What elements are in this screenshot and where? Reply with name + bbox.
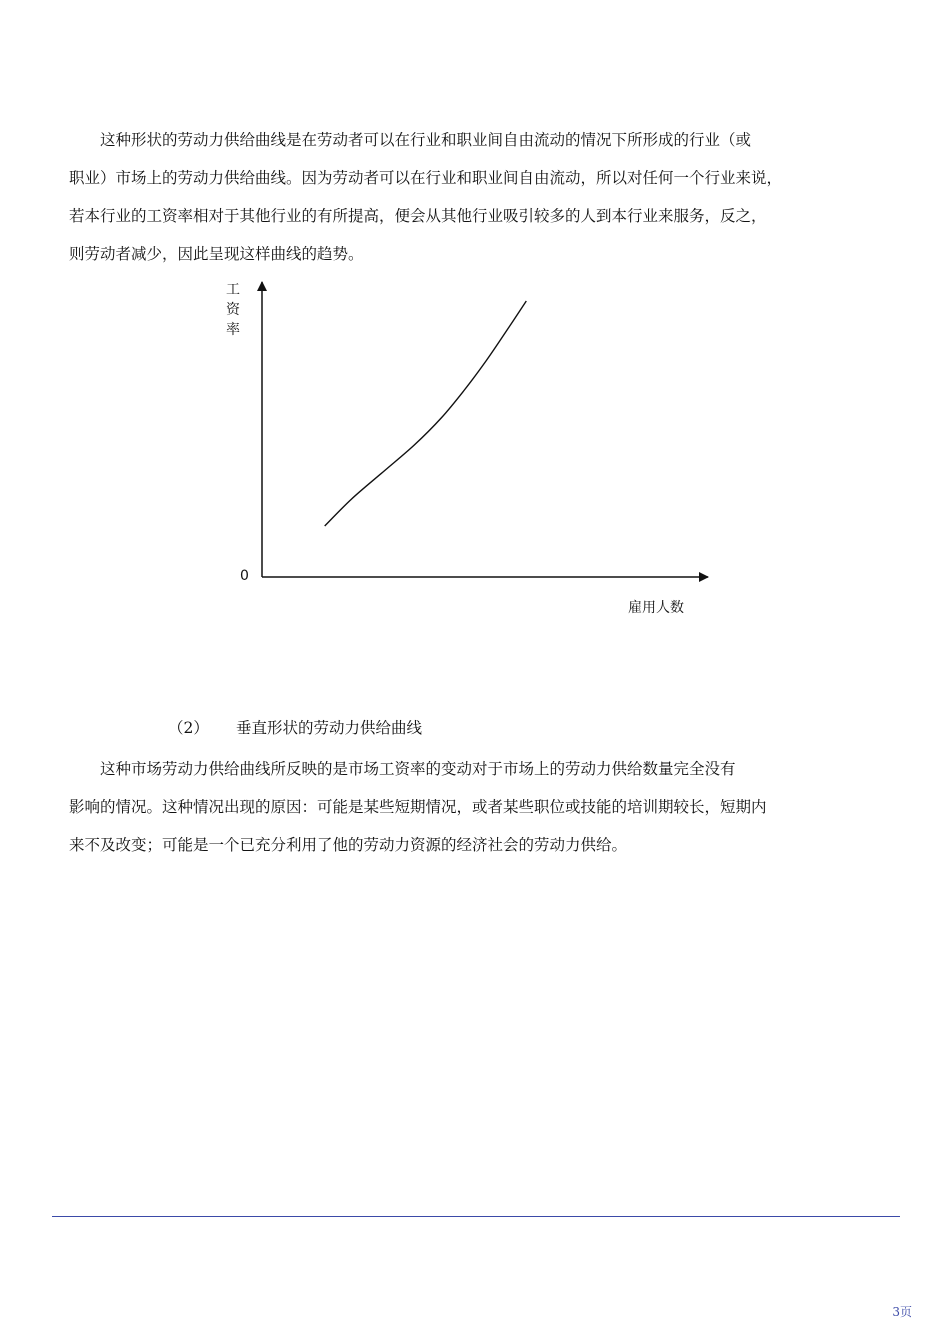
y-axis-label-char: 工	[226, 282, 240, 298]
paragraph-line: 这种市场劳动力供给曲线所反映的是市场工资率的变动对于市场上的劳动力供给数量完全没有	[69, 760, 736, 778]
labor-supply-chart	[210, 270, 730, 630]
origin-label: 0	[240, 568, 249, 584]
y-axis-label-char: 资	[226, 302, 240, 318]
paragraph-line: 来不及改变；可能是一个已充分利用了他的劳动力资源的经济社会的劳动力供给。	[69, 836, 628, 854]
y-axis-label-char: 率	[226, 322, 240, 338]
paragraph-line: 职业）市场上的劳动力供给曲线。因为劳动者可以在行业和职业间自由流动，所以对任何一个行业来说，	[69, 169, 783, 187]
intro-paragraph	[69, 121, 869, 273]
supply-curve	[325, 301, 527, 526]
vertical-curve-paragraph	[69, 750, 869, 864]
x-axis-label: 雇用人数	[628, 600, 684, 616]
section-number: （2）	[168, 719, 209, 737]
y-axis-label	[226, 282, 241, 338]
paragraph-line: 若本行业的工资率相对于其他行业的有所提高，便会从其他行业吸引较多的人到本行业来服务，反之，	[69, 207, 767, 225]
section-title: 垂直形状的劳动力供给曲线	[236, 719, 423, 737]
paragraph-line: 则劳动者减少，因此呈现这样曲线的趋势。	[69, 245, 364, 263]
paragraph-line: 影响的情况。这种情况出现的原因：可能是某些短期情况，或者某些职位或技能的培训期较长，短期内	[69, 798, 767, 816]
footer-rule	[52, 1216, 900, 1217]
section-heading	[168, 716, 422, 740]
page-number: 3页	[892, 1305, 912, 1319]
paragraph-line: 这种形状的劳动力供给曲线是在劳动者可以在行业和职业间自由流动的情况下所形成的行业（或	[69, 131, 752, 149]
